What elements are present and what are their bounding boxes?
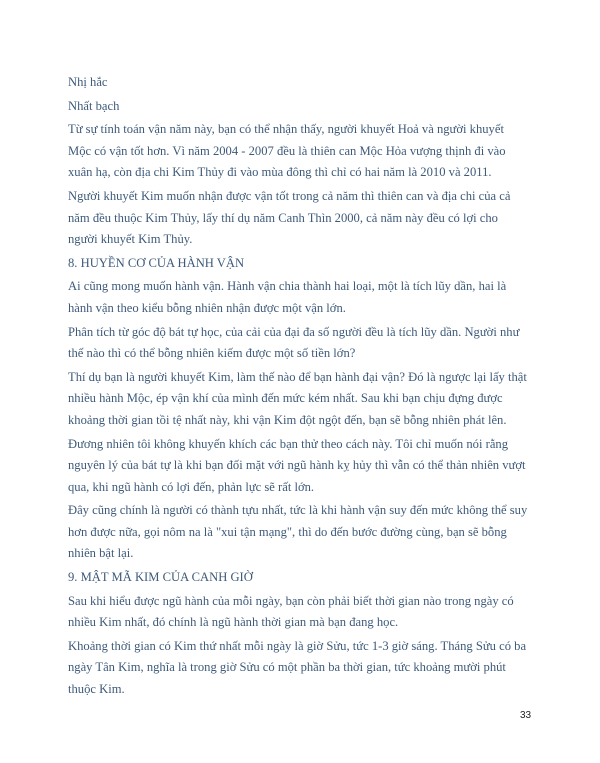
section-heading-8: 8. HUYỀN CƠ CỦA HÀNH VẬN (68, 255, 245, 270)
paragraph: Phân tích từ góc độ bát tự học, của cải của đại đa số người đều là tích lũy dần. Người như thế nào thì có thể bỗng nhiên kiếm được một số tiền lớn? (68, 324, 520, 361)
paragraph: Đây cũng chính là người có thành tựu nhất, tức là khi hành vận suy đến mức không thể suy hơn được nữa, gọi nôm na là "xui tận mạng", thì do đến bước đường cùng, bạn sẽ bỗng nhiên bật lại. (68, 503, 528, 561)
line-nhi-hac: Nhị hắc (68, 75, 108, 89)
section-heading-9: 9. MẬT MÃ KIM CỦA CANH GIỜ (68, 570, 253, 585)
paragraph: Người khuyết Kim muốn nhận được vận tốt trong cả năm thì thiên can và địa chi của cả năm đều thuộc Kim Thủy, lấy thí dụ năm Canh Thìn 2000, cả năm này đều có lợi cho người khuyết Kim Thủy. (68, 188, 511, 247)
paragraph: Ai cũng mong muốn hành vận. Hành vận chia thành hai loại, một là tích lũy dần, hai là hành vận theo kiểu bỗng nhiên nhận được một vận lớn. (68, 279, 507, 315)
paragraph: Khoảng thời gian có Kim thứ nhất mỗi ngày là giờ Sửu, tức 1-3 giờ sáng. Tháng Sửu có ba ngày Tân Kim, nghĩa là trong giờ Sửu có một phần ba thời gian, tức khoảng mười phút thuộc Kim. (68, 638, 527, 697)
paragraph: Thí dụ bạn là người khuyết Kim, làm thế nào để bạn hành đại vận? Đó là ngược lại lấy thật nhiều hành Mộc, ép vận khí của mình đến mức kém nhất. Sau khi bạn chịu đựng được khoảng thời gian tồi tệ nhất này, khi vận Kim đột ngột đến, bạn sẽ bỗng nhiên phát lên. (68, 369, 527, 427)
page-number: 33 (520, 710, 532, 721)
paragraph: Sau khi hiểu được ngũ hành của mỗi ngày, bạn còn phải biết thời gian nào trong ngày có nhiều Kim nhất, đó chính là ngũ hành thời gian mà bạn đang học. (68, 593, 514, 630)
line-nhat-bach: Nhất bạch (68, 98, 120, 113)
paragraph: Đương nhiên tôi không khuyến khích các bạn thử theo cách này. Tôi chỉ muốn nói rằng nguyên lý của bát tự là khi bạn đối mặt với ngũ hành kỵ hủy thì vẫn có thể thản nhiên vượt qua, khi ngũ hành có lợi đến, phản lực sẽ rất lớn. (68, 436, 526, 494)
page-body (68, 72, 530, 703)
paragraph: Từ sự tính toán vận năm này, bạn có thể nhận thấy, người khuyết Hoả và người khuyết Mộc có vận tốt hơn. Vì năm 2004 - 2007 đều là thiên can Mộc Hỏa vượng thịnh đi vào xuân hạ, còn địa chi Kim Thủy đi vào mùa đông thì chỉ có hai năm là 2010 và 2011. (68, 122, 506, 180)
